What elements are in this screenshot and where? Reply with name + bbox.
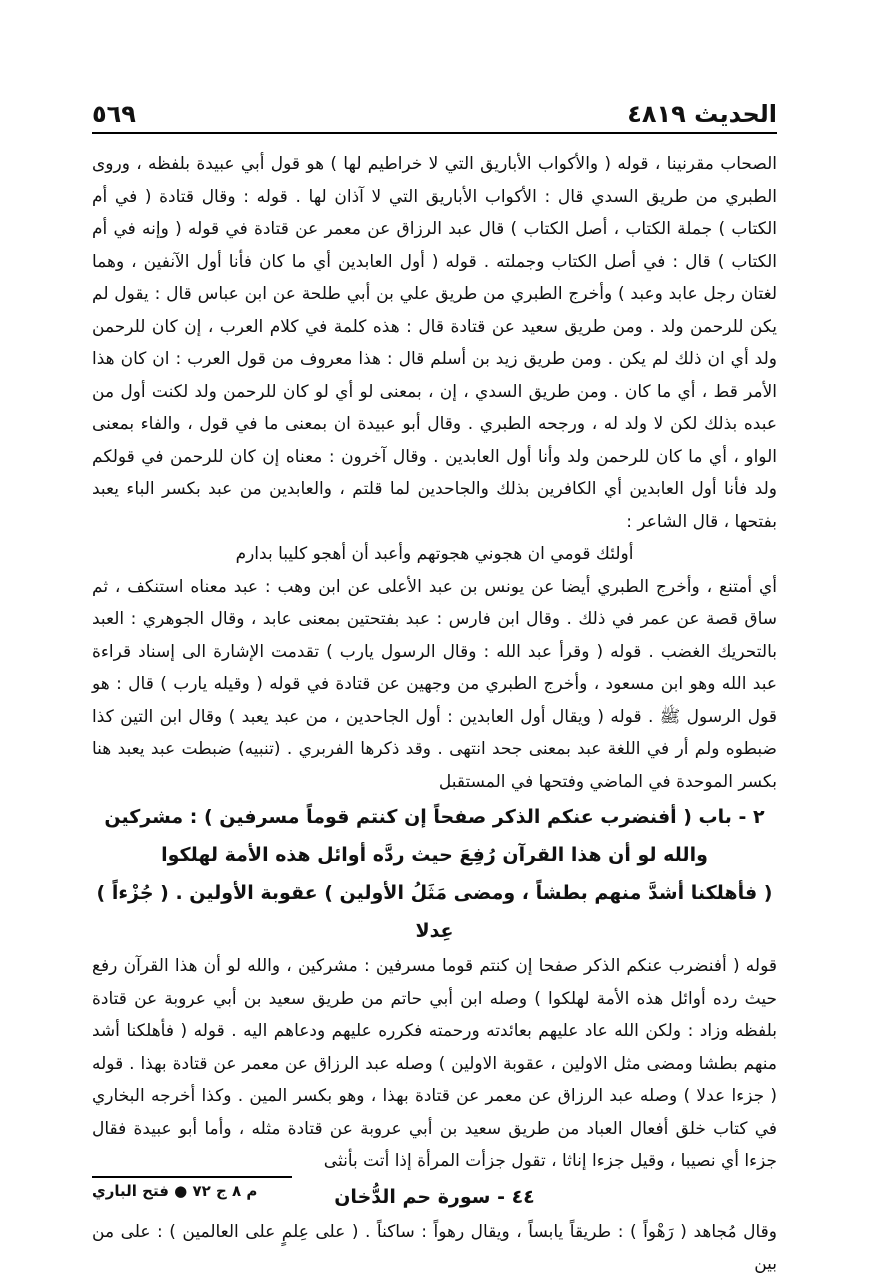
- commentary-paragraph-3: قوله ( أفنضرب عنكم الذكر صفحا إن كنتم قوما مسرفين : مشركين ، والله لو أن هذا القرآن رفع حيث رده أوائل هذه الأمة لهلكوا ) وصله ابن أبي حاتم من طريق سعيد بن أبي عروبة عن قتادة بلفظه وزاد : ولكن الله عاد عليهم بعائدته ورحمته فكرره عليهم ودعاهم اليه . قوله ( فأهلكنا أشد منهم بطشا ومضى مثل الاولين ، عقوبة الاولين ) وصله عبد الرزاق عن معمر عن قتادة بهذا . قوله ( جزءا عدلا ) وصله عبد الرزاق عن معمر عن قتادة بهذا ، وهو بكسر المين . وكذا أخرجه البخاري في كتاب خلق أفعال العباد من طريق سعيد بن أبي عروبة عن قتادة مثله ، وأما أبو عبيدة فقال جزءا أي نصيبا ، وقيل جزءا إناثا ، تقول جزأت المرأة إذا أتت بأنثى: [92, 956, 777, 1171]
- surah-heading: ٤٤ - سورة حم الدُّخان: [334, 1185, 535, 1208]
- hadith-number: الحديث ٤٨١٩: [627, 100, 777, 128]
- commentary-paragraph-4: وقال مُجاهد ( رَهْواً ) : طريقاً يابساً ، ويقال رهواً : ساكناً . ( على عِلمٍ على العالمين ) : على من بين: [92, 1221, 777, 1274]
- chapter-heading-line-3: ( فأهلكنا أشدَّ منهم بطشاً ، ومضى مَثَلُ الأولين ) عقوبة الأولين . ( جُزْءاً ) عِدلا: [96, 882, 773, 942]
- page-number: ٥٦٩: [92, 100, 136, 128]
- main-text: [92, 148, 777, 1281]
- printer-signature: م ٨ ج ٧٢ ● فتح الباري: [92, 1182, 258, 1200]
- page-header: [92, 88, 777, 128]
- poetry-verse: أولئك قومي ان هجوني هجوتهم وأعبد أن أهجو كليبا بدارم: [235, 544, 634, 564]
- chapter-heading: ٢ - باب ( أفنضرب عنكم الذكر صفحاً إن كنتم قوماً مسرفين ) : مشركين: [104, 806, 765, 828]
- header-rule: [92, 132, 777, 134]
- commentary-paragraph-2: أي أمتنع ، وأخرج الطبري أيضا عن يونس بن عبد الأعلى عن ابن وهب : عبد معناه استنكف ، ثم ساق قصة عن عمر في ذلك . وقال ابن فارس : عبد بفتحتين بمعنى عابد ، وقال الجوهري : العبد بالتحريك الغضب . قوله ( وقرأ عبد الله : وقال الرسول يارب ) تقدمت الإشارة الى إسناد قراءة عبد الله وهو ابن مسعود ، وأخرج الطبري من وجهين عن قتادة في قوله ( وقيله يارب ) قال : هو قول الرسول ﷺ . قوله ( ويقال أول العابدين : أول الجاحدين ، من عبد يعبد ) وقال ابن التين كذا ضبطوه ولم أر في اللغة عبد بمعنى جحد انتهى . وقد ذكرها الفربري . (تنبيه) ضبطت عبد يعبد هنا بكسر الموحدة في الماضي وفتحها في المستقبل: [92, 576, 777, 792]
- footer-rule: [92, 1176, 292, 1178]
- chapter-heading-line-2: والله لو أن هذا القرآن رُفِعَ حيث ردَّه أوائل هذه الأمة لهلكوا: [161, 844, 708, 866]
- commentary-paragraph-1: الصحاب مقرنينا ، قوله ( والأكواب الأباريق التي لا خراطيم لها ) هو قول أبي عبيدة بلفظه ، وروى الطبري من طريق السدي قال : الأكواب الأباريق التي لا آذان لها . قوله : وقال قتادة ( في أم الكتاب ) جملة الكتاب ، أصل الكتاب ) قال عبد الرزاق عن معمر عن قتادة في قوله ( وإنه في أم الكتاب ) قال : في أصل الكتاب وجملته . قوله ( أول العابدين أي ما كان فأنا أول الآنفين ، وهما لغتان رجل عابد وعبد ) وأخرج الطبري من طريق علي بن أبي طلحة عن ابن عباس قال : يقول لم يكن للرحمن ولد . ومن طريق سعيد عن قتادة قال : هذه كلمة في كلام العرب ، إن كان للرحمن ولد أي ان ذلك لم يكن . ومن طريق زيد بن أسلم قال : هذا معروف من قول العرب : ان كان هذا الأمر قط ، أي ما كان . ومن طريق السدي ، إن ، بمعنى لو أي لو كان للرحمن ولد لكنت أول من عبده بذلك لكن لا ولد له ، ورجحه الطبري . وقال أبو عبيدة ان بمعنى ما في قول ، والفاء بمعنى الواو ، أي ما كان للرحمن ولد وأنا أول العابدين . وقال آخرون : معناه إن كان للرحمن في قولكم ولد فأنا أول العابدين أي الكافرين بذلك والجاحدين لما قلتم ، والعابدين من عبد بكسر الباء يعبد بفتحها ، قال الشاعر :: [92, 154, 777, 532]
